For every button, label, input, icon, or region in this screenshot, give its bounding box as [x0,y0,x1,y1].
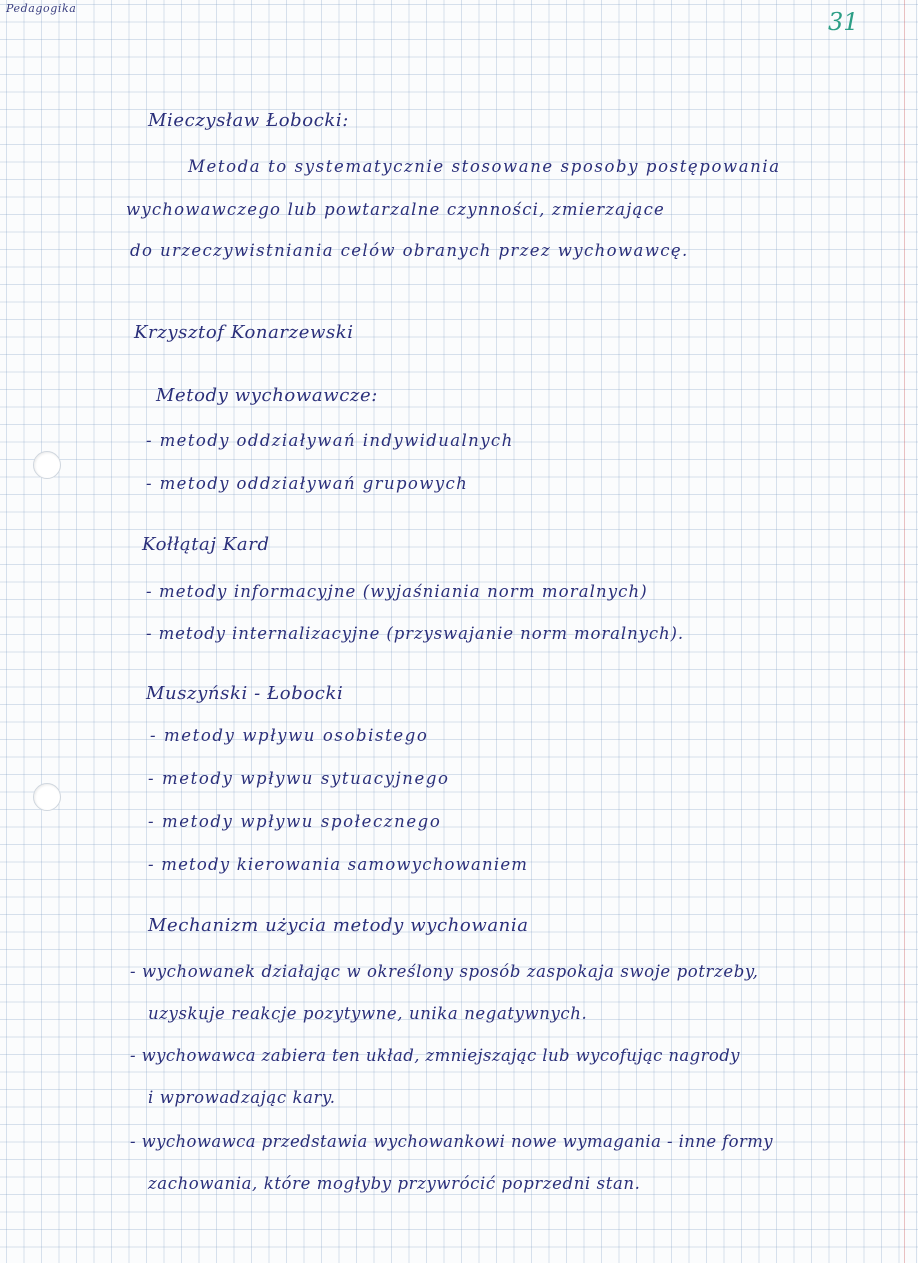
page-number: 31 [828,8,859,36]
list-item: - wychowawca zabiera ten układ, zmniejszając lub wycofując nagrody [130,1046,740,1065]
section-heading-konarzewski: Krzysztof Konarzewski [134,322,354,343]
list-item: - metody wpływu społecznego [148,812,442,831]
corner-note: Pedagogika [6,2,77,15]
subheading-methods: Metody wychowawcze: [156,385,378,406]
definition-line: Metoda to systematycznie stosowane sposoby postępowania [188,157,781,176]
list-item: - metody informacyjne (wyjaśniania norm moralnych) [146,582,648,601]
section-heading-kard: Kołłątaj Kard [142,534,270,555]
margin-line [904,0,905,1263]
list-item: - metody internalizacyjne (przyswajanie norm moralnych). [146,624,684,643]
binder-hole-bottom [33,783,61,811]
list-item: - metody wpływu sytuacyjnego [148,769,450,788]
list-item-continuation: i wprowadzając kary. [148,1088,336,1107]
section-heading-lobocki: Mieczysław Łobocki: [148,110,349,131]
list-item: - metody wpływu osobistego [150,726,429,745]
list-item-continuation: uzyskuje reakcje pozytywne, unika negatywnych. [148,1004,588,1023]
section-heading-mechanism: Mechanizm użycia metody wychowania [148,915,529,936]
list-item: - metody kierowania samowychowaniem [148,855,529,874]
definition-line: wychowawczego lub powtarzalne czynności, zmierzające [126,200,665,219]
section-heading-muszynski: Muszyński - Łobocki [146,683,344,704]
list-item-continuation: zachowania, które mogłyby przywrócić poprzedni stan. [148,1174,641,1193]
list-item: - metody oddziaływań grupowych [146,474,469,493]
list-item: - wychowawca przedstawia wychowankowi nowe wymagania - inne formy [130,1132,774,1151]
binder-hole-top [33,451,61,479]
definition-line: do urzeczywistniania celów obranych przez wychowawcę. [130,241,689,260]
list-item: - wychowanek działając w określony sposób zaspokaja swoje potrzeby, [130,962,759,981]
list-item: - metody oddziaływań indywidualnych [146,431,514,450]
